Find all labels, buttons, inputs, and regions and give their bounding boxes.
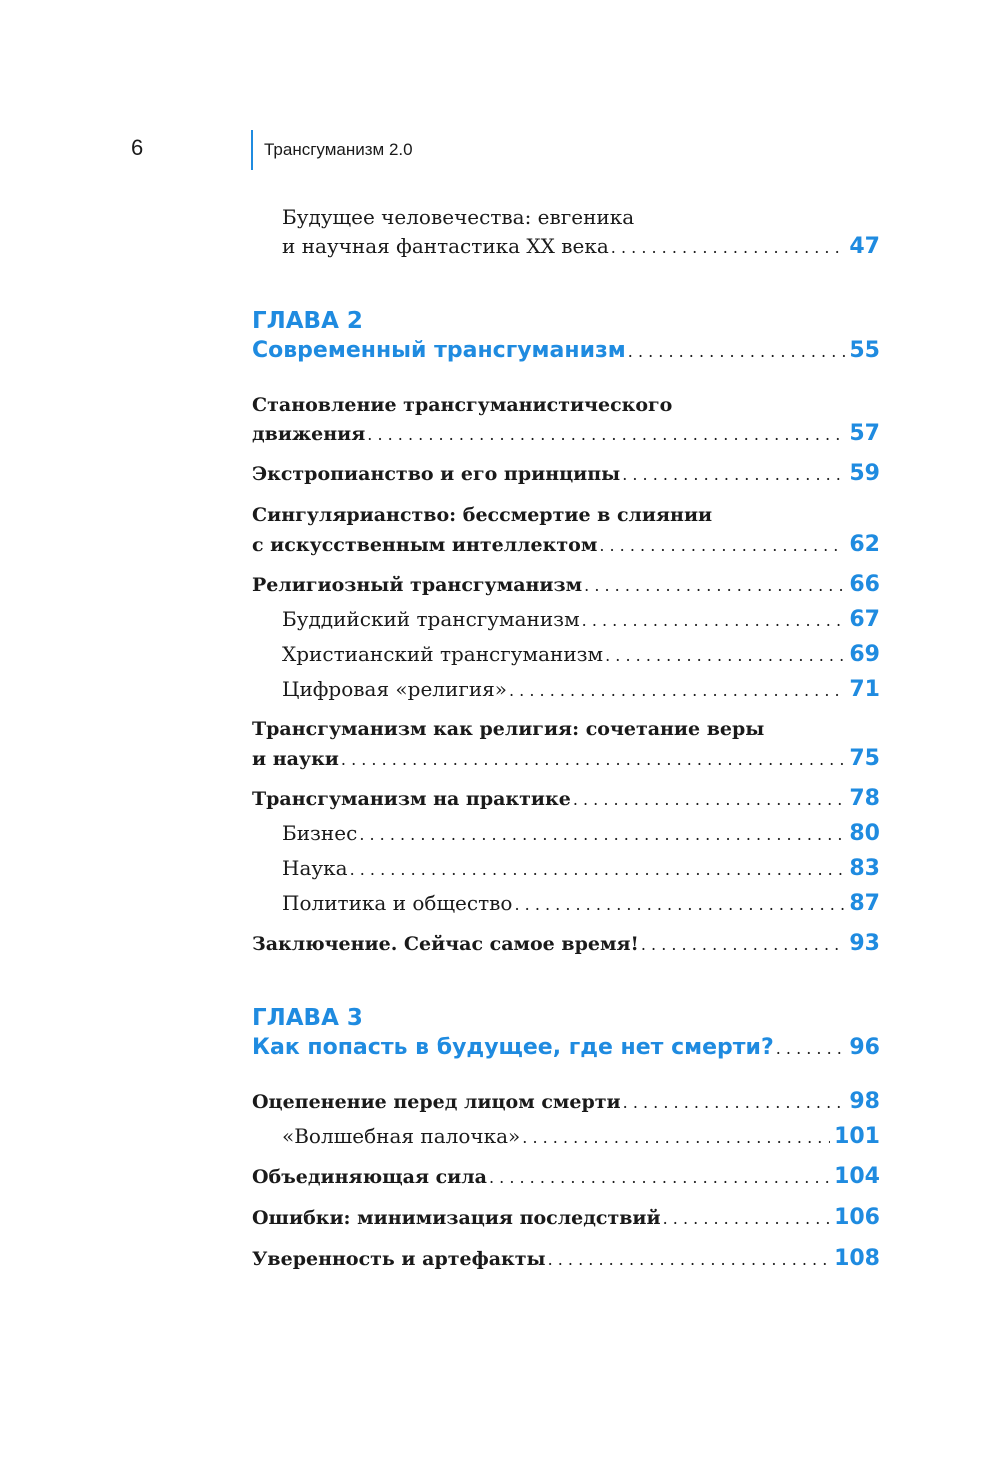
toc-entry-title-line1: Трансгуманизм как религия: сочетание веры (252, 718, 765, 740)
page-number: 6 (131, 135, 144, 160)
dot-leader (584, 576, 845, 595)
toc-entry-title-line1: Сингулярианство: бессмертие в слиянии (252, 504, 713, 526)
toc-entry-title-line2: и науки (252, 748, 339, 770)
toc-page-number: 80 (849, 821, 880, 846)
toc-entry-title: «Волшебная палочка» (282, 1124, 521, 1148)
toc-page-number: 67 (849, 607, 880, 632)
toc-page-number: 101 (834, 1124, 880, 1149)
dot-leader (548, 1250, 830, 1269)
toc-entry-title: Трансгуманизм на практике (252, 788, 571, 810)
dot-leader (605, 646, 845, 665)
toc-page-number: 106 (834, 1205, 880, 1230)
toc-entry-title-line1: Становление трансгуманистического (252, 394, 673, 416)
toc-entry-title-line2: и научная фантастика XX века (282, 234, 609, 258)
toc-page-number: 87 (849, 891, 880, 916)
dot-leader (573, 790, 846, 809)
dot-leader (641, 935, 846, 954)
dot-leader (611, 238, 846, 257)
dot-leader (350, 860, 846, 879)
toc-entry-title: Экстропианство и его принципы (252, 463, 621, 485)
toc-entry-title: Религиозный трансгуманизм (252, 574, 583, 596)
toc-page-number: 69 (849, 642, 880, 667)
toc-entry-title: Бизнес (282, 821, 358, 845)
toc-page-number: 104 (834, 1164, 880, 1189)
dot-leader (341, 750, 845, 769)
toc-page-number: 93 (849, 931, 880, 956)
running-title: Трансгуманизм 2.0 (264, 140, 413, 159)
toc-page-number: 47 (849, 234, 880, 259)
toc-page-number: 78 (849, 786, 880, 811)
dot-leader (489, 1168, 830, 1187)
toc-entry-title-line1: Будущее человечества: евгеника (282, 205, 635, 229)
dot-leader (514, 895, 845, 914)
toc-entry-title: Уверенность и артефакты (252, 1248, 546, 1270)
toc-page-number: 108 (834, 1246, 880, 1271)
toc-entry-title: Цифровая «религия» (282, 677, 507, 701)
toc-entry-title: Объединяющая сила (252, 1166, 487, 1188)
chapter-title: Современный трансгуманизм (252, 338, 626, 363)
dot-leader (367, 425, 845, 444)
toc-page-number: 62 (849, 532, 880, 557)
toc-entry-line (282, 234, 880, 259)
toc-entry-title-line2: движения (252, 423, 366, 445)
dot-leader (522, 1128, 830, 1147)
dot-leader (582, 611, 846, 630)
toc-page-number: 75 (849, 746, 880, 771)
chapter-label: ГЛАВА 3 (252, 1005, 363, 1031)
toc-page-number: 98 (849, 1089, 880, 1114)
toc-entry-title-line2: с искусственным интеллектом (252, 534, 598, 556)
toc-page-number: 71 (849, 677, 880, 702)
dot-leader (663, 1209, 830, 1228)
toc-entry-title: Наука (282, 856, 348, 880)
toc-page-number: 55 (849, 338, 880, 363)
toc-entry-title: Политика и общество (282, 891, 513, 915)
toc-page-number: 57 (849, 421, 880, 446)
chapter-title: Как попасть в будущее, где нет смерти? (252, 1035, 774, 1060)
dot-leader (628, 342, 846, 361)
header-divider (251, 130, 253, 170)
dot-leader (776, 1039, 846, 1058)
dot-leader (359, 825, 845, 844)
dot-leader (599, 536, 845, 555)
toc-entry-title: Христианский трансгуманизм (282, 642, 604, 666)
toc-page-number: 66 (849, 572, 880, 597)
toc-entry-title: Оцепенение перед лицом смерти (252, 1091, 621, 1113)
toc-page-number: 59 (849, 461, 880, 486)
toc-entry-title: Заключение. Сейчас самое время! (252, 933, 639, 955)
chapter-label: ГЛАВА 2 (252, 308, 363, 334)
toc-entry-title: Ошибки: минимизация последствий (252, 1207, 661, 1229)
dot-leader (622, 465, 845, 484)
toc-page-number: 83 (849, 856, 880, 881)
toc-page-number: 96 (849, 1035, 880, 1060)
dot-leader (509, 681, 845, 700)
toc-entry-title: Буддийский трансгуманизм (282, 607, 580, 631)
dot-leader (623, 1093, 846, 1112)
